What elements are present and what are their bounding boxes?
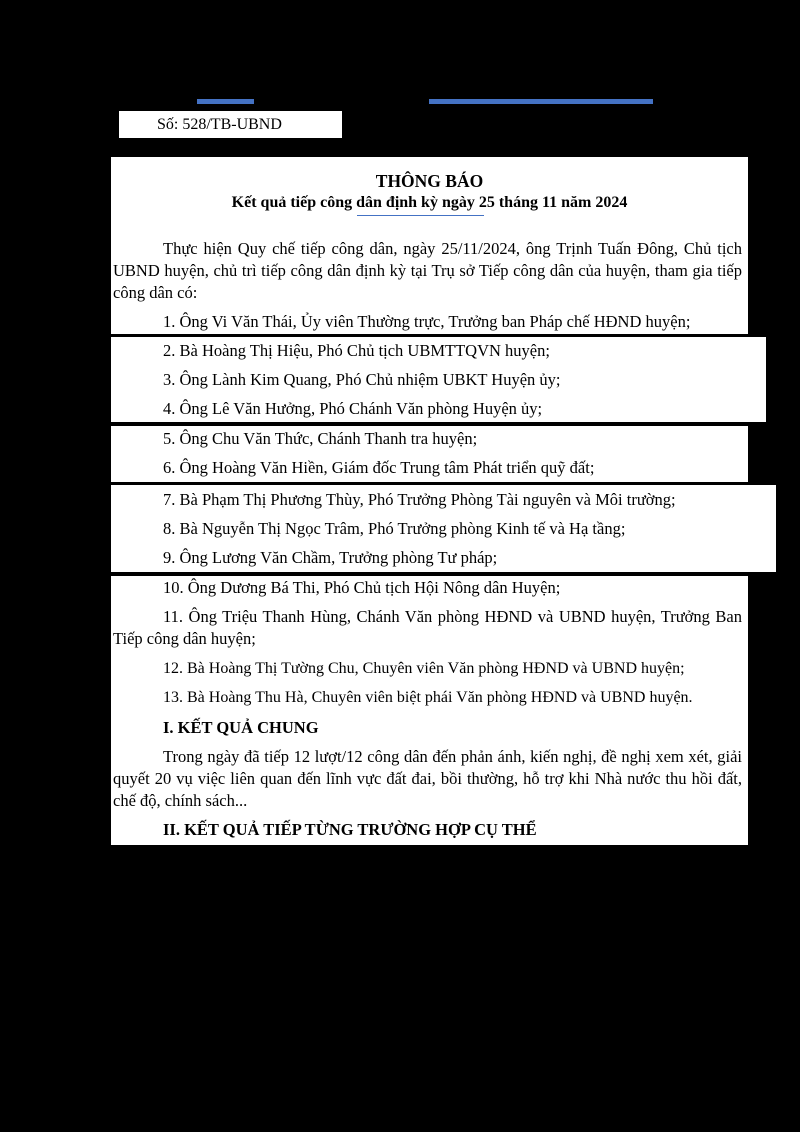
member-item-13: 13. Bà Hoàng Thu Hà, Chuyên viên biệt phái Văn phòng HĐND và UBND huyện. <box>163 689 693 706</box>
intro-paragraph: Thực hiện Quy chế tiếp công dân, ngày 25/11/2024, ông Trịnh Tuấn Đông, Chủ tịch UBND huyện, chủ trì tiếp công dân định kỳ tại Trụ sở Tiếp công dân của huyện, tham gia tiếp công dân có: <box>113 239 742 302</box>
document-title: THÔNG BÁO <box>375 171 484 191</box>
document-subtitle: Kết quả tiếp công dân định kỳ ngày 25 tháng 11 năm 2024 <box>231 194 628 211</box>
header-underline-right <box>429 99 653 104</box>
member-item-11: 11. Ông Triệu Thanh Hùng, Chánh Văn phòng HĐND và UBND huyện, Trưởng Ban Tiếp công dân huyện; <box>113 607 742 648</box>
member-item-3: 3. Ông Lành Kim Quang, Phó Chủ nhiệm UBKT Huyện ủy; <box>163 370 561 389</box>
member-item-12: 12. Bà Hoàng Thị Tường Chu, Chuyên viên Văn phòng HĐND và UBND huyện; <box>163 660 685 677</box>
member-item-6: 6. Ông Hoàng Văn Hiền, Giám đốc Trung tâm Phát triển quỹ đất; <box>163 458 595 477</box>
member-item-2: 2. Bà Hoàng Thị Hiệu, Phó Chủ tịch UBMTTQVN huyện; <box>163 341 550 360</box>
section-2-heading: II. KẾT QUẢ TIẾP TỪNG TRƯỜNG HỢP CỤ THỂ <box>163 820 537 839</box>
section-1-text: Trong ngày đã tiếp 12 lượt/12 công dân đến phản ánh, kiến nghị, đề nghị xem xét, giải quyết 20 vụ việc liên quan đến lĩnh vực đất đai, bồi thường, hỗ trợ khi Nhà nước thu hồi đất, chế độ, chính sách... <box>113 747 742 810</box>
member-item-4: 4. Ông Lê Văn Hưởng, Phó Chánh Văn phòng Huyện ủy; <box>163 399 543 418</box>
section-1-heading: I. KẾT QUẢ CHUNG <box>163 718 319 737</box>
document-number: Số: 528/TB-UBND <box>119 111 342 138</box>
member-item-1: 1. Ông Vi Văn Thái, Ủy viên Thường trực, Trưởng ban Pháp chế HĐND huyện; <box>163 312 691 331</box>
title-underline <box>357 215 484 216</box>
member-item-7: 7. Bà Phạm Thị Phương Thùy, Phó Trưởng Phòng Tài nguyên và Môi trường; <box>163 490 676 509</box>
header-underline-left <box>197 99 254 104</box>
member-item-9: 9. Ông Lương Văn Chầm, Trưởng phòng Tư pháp; <box>163 548 498 567</box>
member-item-5: 5. Ông Chu Văn Thức, Chánh Thanh tra huyện; <box>163 429 478 448</box>
member-item-10: 10. Ông Dương Bá Thi, Phó Chủ tịch Hội Nông dân Huyện; <box>163 578 561 597</box>
member-item-8: 8. Bà Nguyễn Thị Ngọc Trâm, Phó Trưởng phòng Kinh tế và Hạ tầng; <box>163 519 626 538</box>
